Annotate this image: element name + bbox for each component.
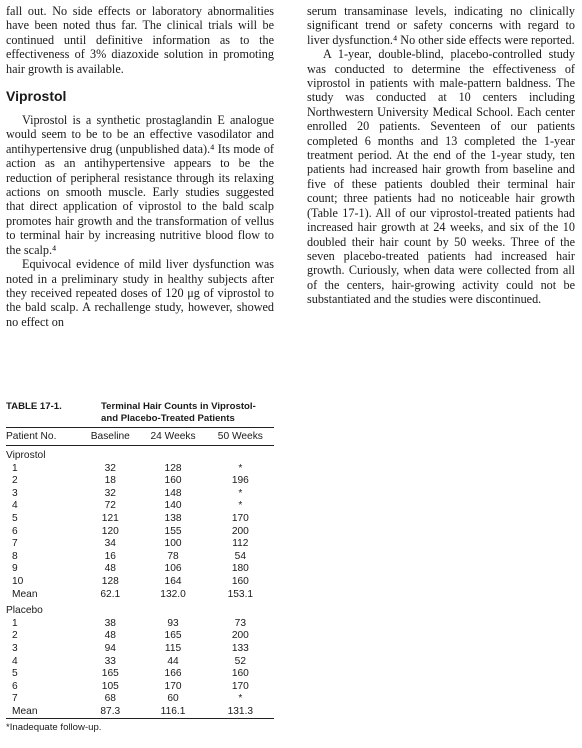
table-caption-line-2: and Placebo-Treated Patients xyxy=(101,412,235,424)
table-group-label: Viprostol xyxy=(6,450,46,461)
table-cell: 48 xyxy=(104,630,116,642)
table-cell: 115 xyxy=(164,642,182,654)
table-caption xyxy=(6,401,274,424)
header-24-weeks: 24 Weeks xyxy=(150,431,196,442)
table-cell: 1 xyxy=(12,617,18,629)
table-cell: 170 xyxy=(231,680,249,692)
table-cell: 34 xyxy=(104,538,116,550)
table-cell: 105 xyxy=(101,680,119,692)
table-cell: 9 xyxy=(12,563,18,575)
table-cell: 121 xyxy=(101,512,119,524)
table-cell: 160 xyxy=(231,575,249,587)
table-cell: * xyxy=(238,462,243,474)
table-cell: Mean xyxy=(12,705,38,717)
table-footnote-row xyxy=(6,719,274,735)
left-column xyxy=(6,4,274,329)
table-cell: 60 xyxy=(167,693,179,705)
table-cell: 32 xyxy=(104,462,116,474)
hair-count-table-block xyxy=(6,401,274,735)
table-cell: 120 xyxy=(101,525,119,537)
viprostol-paragraph-2: Equivocal evidence of mild liver dysfunction was noted in a preliminary study in healthy subjects after they received repeated doses of 120 μg of viprostol to the bald scalp. A rechallenge study, however, showed no effect on xyxy=(6,257,274,329)
table-row xyxy=(6,526,274,539)
table-cell: 160 xyxy=(164,475,182,487)
table-cell: 196 xyxy=(231,475,249,487)
table-cell: 100 xyxy=(164,538,182,550)
table-cell: 133 xyxy=(231,642,249,654)
table-cell: 128 xyxy=(164,462,182,474)
table-cell: 5 xyxy=(12,668,18,680)
table-row xyxy=(6,589,274,602)
table-cell: 10 xyxy=(12,575,24,587)
table-cell: 155 xyxy=(164,525,182,537)
table-cell: 200 xyxy=(231,525,249,537)
table-cell: * xyxy=(238,693,243,705)
table-cell: 112 xyxy=(232,538,249,550)
table-cell: 94 xyxy=(104,642,116,654)
table-row xyxy=(6,656,274,669)
table-cell: 48 xyxy=(104,563,116,575)
table-cell: 78 xyxy=(167,550,179,562)
table-body xyxy=(6,446,274,719)
table-cell: 33 xyxy=(104,655,116,667)
table-cell: 18 xyxy=(104,475,116,487)
section-heading: Viprostol xyxy=(6,88,67,105)
viprostol-paragraph-1: Viprostol is a synthetic prostaglandin E analogue would seem to be to be an effective vasodilator and antihypertensive drug (unpublished data).⁴ Its mode of action as an antihypertensive appears to be the reduction of peripheral resistance through its relaxing actions on smooth muscle. Early studies suggested that direct application of viprostol to the bald scalp promotes hair growth and the transformation of vellus to terminal hair by increasing nutritive blood flow to the scalp.⁴ xyxy=(6,113,274,257)
table-cell: 2 xyxy=(12,630,18,642)
table-caption-line-1: Terminal Hair Counts in Viprostol- xyxy=(101,401,256,412)
table-cell: 153.1 xyxy=(227,588,254,600)
table-cell: 180 xyxy=(231,563,249,575)
table-cell: 3 xyxy=(12,487,18,499)
table-cell: 54 xyxy=(234,550,247,562)
table-footnote: *Inadequate follow-up. xyxy=(6,722,102,734)
table-cell: 6 xyxy=(12,680,18,692)
table-cell: 116.1 xyxy=(160,705,186,717)
table-cell: Mean xyxy=(12,588,38,600)
table-row xyxy=(6,538,274,551)
table-cell: 38 xyxy=(104,617,116,629)
table-row xyxy=(6,475,274,488)
table-cell: 44 xyxy=(167,655,179,667)
right-paragraph-1: serum transaminase levels, indicating no clinically significant trend or safety concerns with regard to liver dysfunction.⁴ No other side effects were reported. xyxy=(307,4,575,47)
table-cell: 52 xyxy=(234,655,247,667)
table-cell: 160 xyxy=(231,668,249,680)
table-row xyxy=(6,563,274,576)
table-cell: 170 xyxy=(164,680,182,692)
table-cell: 8 xyxy=(12,550,18,562)
table-cell: 170 xyxy=(231,512,249,524)
table-cell: 62.1 xyxy=(100,588,121,600)
table-cell: 4 xyxy=(12,500,18,512)
table-cell: 165 xyxy=(101,668,119,680)
table-cell: 132.0 xyxy=(160,588,186,600)
table-cell: 6 xyxy=(12,525,18,537)
table-row xyxy=(6,668,274,681)
table-group-label: Placebo xyxy=(6,605,43,617)
table-header-row xyxy=(6,428,274,446)
table-cell: 68 xyxy=(104,693,116,705)
header-baseline: Baseline xyxy=(90,431,130,442)
table-row xyxy=(6,463,274,476)
table-cell: 2 xyxy=(12,475,18,487)
table-cell: 7 xyxy=(12,693,18,705)
table-row xyxy=(6,643,274,656)
table-cell: 166 xyxy=(164,668,182,680)
table-cell: 3 xyxy=(12,642,18,654)
table-cell: 131.3 xyxy=(227,705,254,717)
table-cell: 138 xyxy=(164,512,182,524)
table-cell: 7 xyxy=(12,538,18,550)
table-row xyxy=(6,693,274,706)
table-cell: 32 xyxy=(104,487,116,499)
table-cell: 73 xyxy=(234,617,247,629)
table-row xyxy=(6,500,274,513)
table-cell: 165 xyxy=(164,630,182,642)
table-row xyxy=(6,488,274,501)
table-cell: 16 xyxy=(104,550,116,562)
table-group-row xyxy=(6,601,274,618)
table-cell: 106 xyxy=(164,563,182,575)
table-cell: 148 xyxy=(164,487,182,499)
right-column xyxy=(307,4,575,307)
hair-count-table xyxy=(6,427,274,735)
table-row xyxy=(6,551,274,564)
table-row xyxy=(6,513,274,526)
table-cell: * xyxy=(238,487,243,499)
table-cell: 1 xyxy=(12,462,18,474)
header-50-weeks: 50 Weeks xyxy=(217,431,263,442)
table-row xyxy=(6,618,274,631)
table-cell: 140 xyxy=(164,500,182,512)
table-cell: 164 xyxy=(164,575,182,587)
table-group-row xyxy=(6,446,274,463)
table-row xyxy=(6,630,274,643)
right-paragraph-2: A 1-year, double-blind, placebo-controlled study was conducted to determine the effectiveness of viprostol in patients with male-pattern baldness. The study was conducted at 10 centers including Northwestern University Medical School. Each center enrolled 20 patients. Seventeen of our patients completed 6 months and 13 completed the 1-year treatment period. At the end of the 1-year study, ten patients had increased hair growth from baseline and five of these patients doubled their terminal hair count; three patients had no noticeable hair growth (Table 17-1). All of our viprostol-treated patients had increased hair growth at 24 weeks, and six of the 10 doubled their hair count by 50 weeks. Three of the seven placebo-treated patients had increased hair growth. Curiously, when data were collected from all of the centers, hair-growing activity could not be substantiated and the studies were discontinued. xyxy=(307,47,575,307)
table-cell: 93 xyxy=(167,617,179,629)
table-cell: 5 xyxy=(12,512,18,524)
table-cell: 128 xyxy=(101,575,119,587)
table-cell: 200 xyxy=(231,630,249,642)
header-patient-no: Patient No. xyxy=(6,431,57,442)
table-cell: 72 xyxy=(104,500,116,512)
table-row xyxy=(6,576,274,589)
table-cell: 87.3 xyxy=(100,705,121,717)
table-caption-label: TABLE 17-1. xyxy=(6,401,62,412)
table-row xyxy=(6,681,274,694)
table-cell: 4 xyxy=(12,655,18,667)
intro-paragraph: fall out. No side effects or laboratory abnormalities have been noted thus far. The clinical trials will be continued until definitive information as to the effectiveness of 3% diazoxide solution in promoting hair growth is available. xyxy=(6,4,274,76)
table-cell: * xyxy=(238,500,243,512)
table-row xyxy=(6,706,274,719)
